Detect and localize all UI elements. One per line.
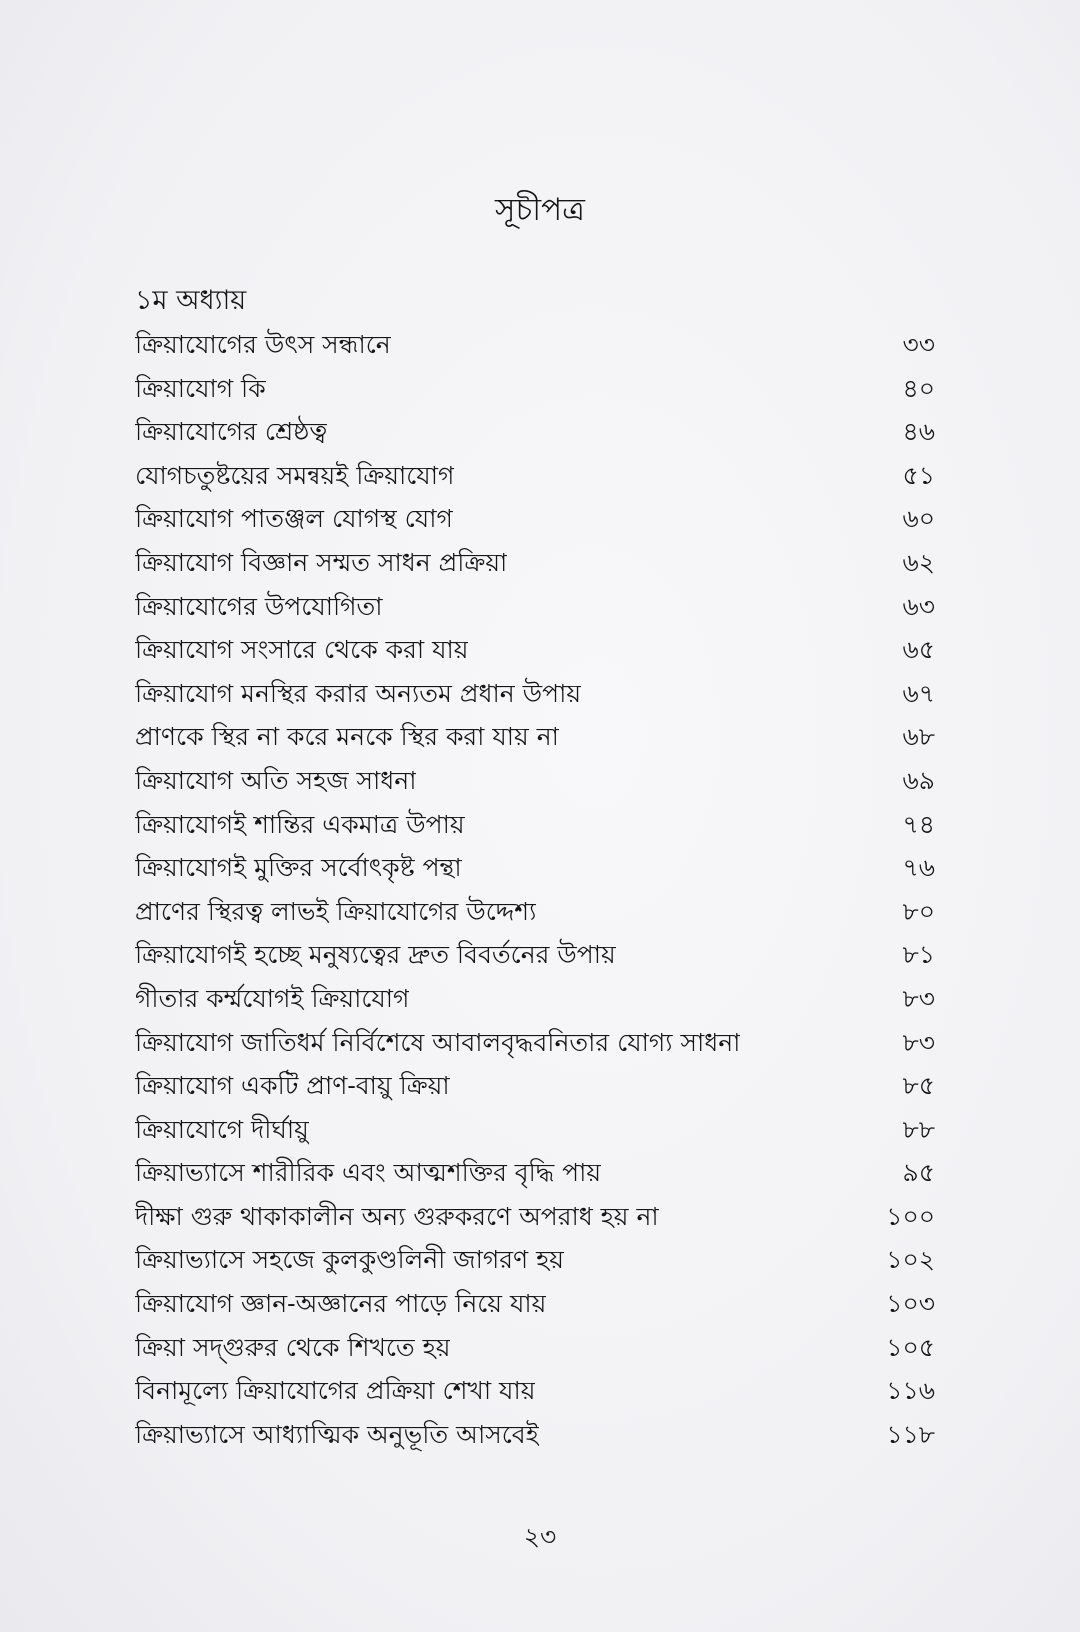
toc-entry: [135, 369, 935, 413]
toc-entry-page: ৮৩: [902, 1027, 935, 1057]
toc-entry-title: ক্রিয়াভ্যাসে সহজে কুলকুণ্ডলিনী জাগরণ হয়: [135, 1245, 564, 1275]
toc-entry-title: ক্রিয়াযোগই মুক্তির সর্বোৎকৃষ্ট পন্থা: [135, 853, 462, 883]
toc-entry: [135, 456, 935, 500]
toc-entry-title: ক্রিয়াযোগই হচ্ছে মনুষ্যত্বের দ্রুত বিবর্তনের উপায়: [135, 940, 616, 970]
toc-entry-page: ১০৫: [886, 1332, 935, 1362]
toc-entry: [135, 848, 935, 892]
toc-entry-page: ৫১: [902, 460, 935, 490]
toc-entry-title: ক্রিয়াযোগ পাতঞ্জল যোগস্থ যোগ: [135, 504, 453, 534]
table-of-contents: [135, 325, 935, 1458]
toc-entry: [135, 587, 935, 631]
toc-entry-title: বিনামূল্যে ক্রিয়াযোগের প্রক্রিয়া শেখা যায়: [135, 1376, 536, 1406]
toc-entry: [135, 412, 935, 456]
toc-entry-page: ১১৮: [886, 1419, 935, 1449]
toc-entry-page: ৮৮: [902, 1114, 935, 1144]
chapter-heading: ১ম অধ্যায়: [135, 285, 247, 316]
toc-entry-title: দীক্ষা গুরু থাকাকালীন অন্য গুরুকরণে অপরাধ হয় না: [135, 1201, 659, 1231]
toc-entry: [135, 979, 935, 1023]
toc-entry-title: ক্রিয়াযোগ কি: [135, 373, 266, 403]
toc-entry: [135, 630, 935, 674]
toc-entry-page: ৪০: [902, 373, 935, 403]
toc-entry-page: ৮১: [902, 940, 935, 970]
toc-entry: [135, 1415, 935, 1459]
toc-entry-title: গীতার কর্ম্মযোগই ক্রিয়াযোগ: [135, 983, 410, 1013]
toc-entry-page: ১০০: [886, 1201, 935, 1231]
page-title: সূচীপত্র: [495, 192, 585, 228]
toc-entry-title: যোগচতুষ্টয়ের সমন্বয়ই ক্রিয়াযোগ: [135, 460, 455, 490]
toc-entry-title: ক্রিয়াযোগ জ্ঞান-অজ্ঞানের পাড়ে নিয়ে যায়: [135, 1289, 547, 1319]
toc-entry-page: ৬২: [902, 547, 935, 577]
toc-entry-page: ৬৮: [902, 722, 935, 752]
toc-entry-title: ক্রিয়াযোগে দীর্ঘায়ু: [135, 1114, 309, 1144]
toc-entry: [135, 1023, 935, 1067]
toc-entry: [135, 1153, 935, 1197]
toc-entry: [135, 805, 935, 849]
toc-entry-title: ক্রিয়াভ্যাসে শারীরিক এবং আত্মশক্তির বৃদ্ধি পায়: [135, 1158, 602, 1188]
toc-entry: [135, 717, 935, 761]
toc-entry-title: ক্রিয়াযোগ একটি প্রাণ-বায়ু ক্রিয়া: [135, 1071, 450, 1101]
toc-entry-page: ৭৪: [902, 809, 935, 839]
toc-entry-page: ৩৩: [902, 330, 935, 359]
toc-entry-page: ৬৯: [902, 765, 935, 795]
toc-entry: [135, 1110, 935, 1154]
toc-entry: [135, 1328, 935, 1372]
toc-entry: [135, 761, 935, 805]
toc-entry-page: ৬৩: [902, 591, 935, 621]
toc-entry: [135, 325, 935, 369]
toc-entry: [135, 1240, 935, 1284]
toc-entry-title: ক্রিয়া সদ্‌গুরুর থেকে শিখতে হয়: [135, 1332, 451, 1362]
toc-entry-title: প্রাণের স্থিরত্ব লাভই ক্রিয়াযোগের উদ্দেশ্য: [135, 896, 537, 926]
toc-entry-page: ৬০: [902, 504, 935, 534]
toc-entry-title: ক্রিয়াযোগ সংসারে থেকে করা যায়: [135, 635, 469, 665]
toc-entry-page: ৮৫: [902, 1071, 935, 1101]
toc-entry-page: ১১৬: [886, 1376, 935, 1406]
toc-entry-page: ১০২: [886, 1245, 935, 1275]
toc-entry-title: ক্রিয়াযোগের উপযোগিতা: [135, 591, 383, 621]
toc-entry-page: ৪৬: [902, 417, 935, 447]
toc-entry-page: ৮০: [902, 896, 935, 926]
toc-entry-title: ক্রিয়াভ্যাসে আধ্যাত্মিক অনুভূতি আসবেই: [135, 1419, 539, 1449]
toc-entry-page: ৮৩: [902, 983, 935, 1013]
toc-entry-page: ৭৬: [902, 853, 935, 883]
toc-entry: [135, 1066, 935, 1110]
toc-entry-title: প্রাণকে স্থির না করে মনকে স্থির করা যায় না: [135, 722, 559, 752]
toc-entry-title: ক্রিয়াযোগ বিজ্ঞান সম্মত সাধন প্রক্রিয়া: [135, 547, 508, 577]
toc-entry-page: ৯৫: [902, 1158, 935, 1188]
toc-entry: [135, 1284, 935, 1328]
toc-entry: [135, 543, 935, 587]
toc-entry-page: ১০৩: [886, 1289, 935, 1319]
toc-entry: [135, 674, 935, 718]
page-number: ২৩: [523, 1522, 557, 1551]
toc-entry-page: ৬৭: [902, 678, 935, 708]
toc-entry: [135, 935, 935, 979]
toc-entry: [135, 892, 935, 936]
toc-entry-title: ক্রিয়াযোগের শ্রেষ্ঠত্ব: [135, 417, 328, 447]
toc-entry: [135, 1371, 935, 1415]
toc-entry: [135, 1197, 935, 1241]
toc-entry-title: ক্রিয়াযোগ অতি সহজ সাধনা: [135, 765, 417, 795]
toc-entry-title: ক্রিয়াযোগের উৎস সন্ধানে: [135, 330, 391, 359]
toc-entry-page: ৬৫: [902, 635, 935, 665]
toc-entry: [135, 499, 935, 543]
toc-entry-title: ক্রিয়াযোগ জাতিধর্ম নির্বিশেষে আবালবৃদ্ধবনিতার যোগ্য সাধনা: [135, 1027, 741, 1057]
toc-entry-title: ক্রিয়াযোগ মনস্থির করার অন্যতম প্রধান উপায়: [135, 678, 582, 708]
toc-entry-title: ক্রিয়াযোগই শান্তির একমাত্র উপায়: [135, 809, 465, 839]
